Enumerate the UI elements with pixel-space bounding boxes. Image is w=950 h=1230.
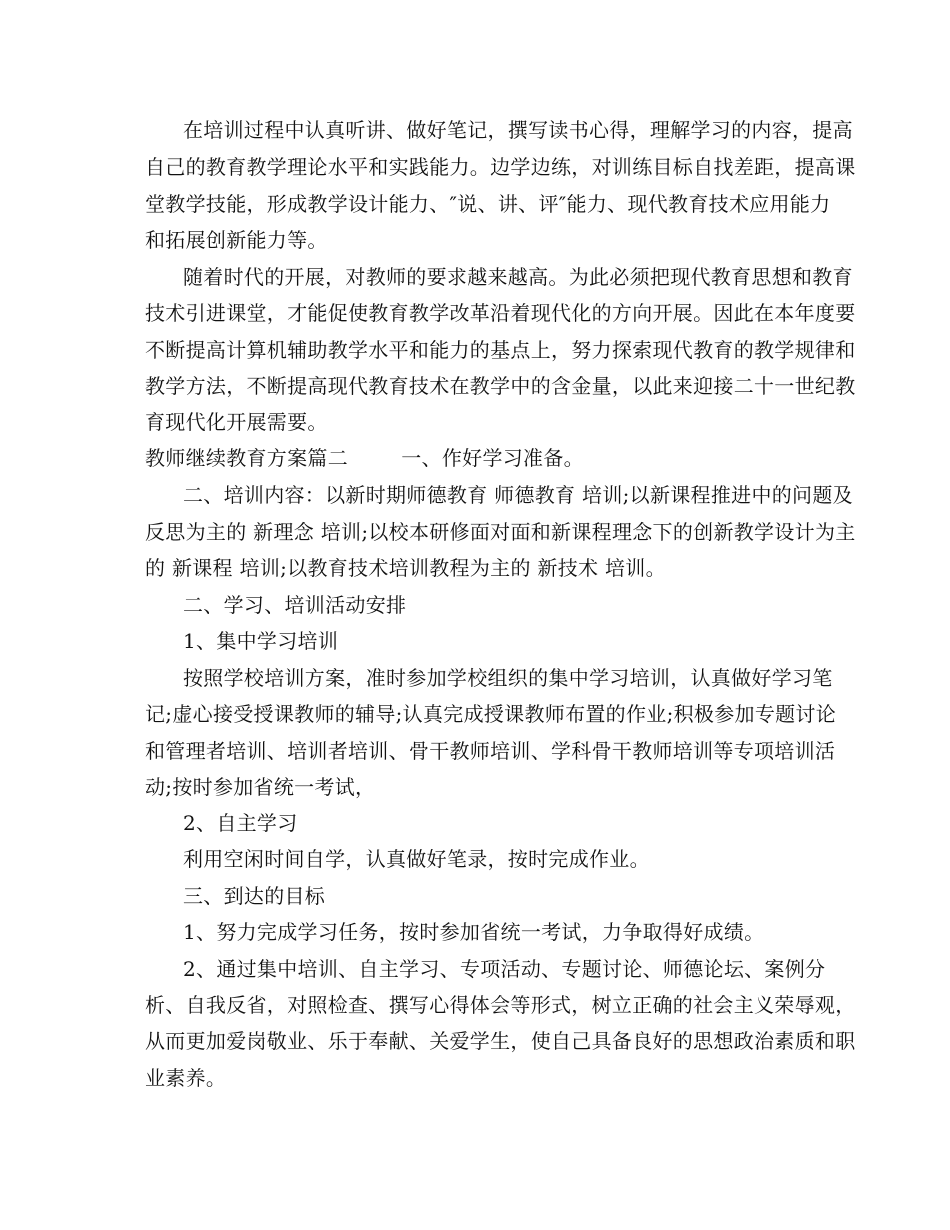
text-line: 1、努力完成学习任务，按时参加省统一考试，力争取得好成绩。 bbox=[183, 920, 765, 944]
text-line: 育现代化开展需要。 bbox=[145, 410, 328, 434]
text-line: 析、自我反省，对照检查、撰写心得体会等形式，树立正确的社会主义荣辱观， bbox=[145, 993, 856, 1017]
text-line: 从而更加爱岗敬业、乐于奉献、关爱学生，使自己具备良好的思想政治素质和职 bbox=[145, 1029, 856, 1053]
text-line: 利用空闲时间自学，认真做好笔录，按时完成作业。 bbox=[183, 847, 650, 871]
text-line: 2、自主学习 bbox=[183, 811, 298, 835]
section-heading: 教师继续教育方案篇二 一、作好学习准备。 bbox=[145, 446, 584, 470]
text-line: 自己的教育教学理论水平和实践能力。边学边练，对训练目标自找差距，提高课 bbox=[145, 155, 856, 179]
text-line: 1、集中学习培训 bbox=[183, 629, 339, 653]
text-line: 按照学校培训方案，准时参加学校组织的集中学习培训，认真做好学习笔 bbox=[183, 666, 833, 690]
text-line: 在培训过程中认真听讲、做好笔记，撰写读书心得，理解学习的内容，提高 bbox=[183, 118, 853, 142]
text-line: 记;虚心接受授课教师的辅导;认真完成授课教师布置的作业;积极参加专题讨论 bbox=[145, 702, 837, 726]
text-line: 技术引进课堂，才能促使教育教学改革沿着现代化的方向开展。因此在本年度要 bbox=[145, 301, 856, 325]
text-line: 和管理者培训、培训者培训、骨干教师培训、学科骨干教师培训等专项培训活 bbox=[145, 739, 836, 763]
text-line: 随着时代的开展，对教师的要求越来越高。为此必须把现代教育思想和教育 bbox=[183, 265, 853, 289]
text-line: 2、通过集中培训、自主学习、专项活动、专题讨论、师德论坛、案例分 bbox=[183, 957, 826, 981]
text-line: 二、学习、培训活动安排 bbox=[183, 593, 407, 617]
text-line: 的 新课程 培训;以教育技术培训教程为主的 新技术 培训。 bbox=[145, 556, 666, 580]
text-line: 反思为主的 新理念 培训;以校本研修面对面和新课程理念下的创新教学设计为主 bbox=[145, 520, 856, 544]
text-line: 三、到达的目标 bbox=[183, 884, 326, 908]
text-line: 堂教学技能，形成教学设计能力、″说、讲、评″能力、现代教育技术应用能力 bbox=[145, 192, 831, 216]
text-line: 和拓展创新能力等。 bbox=[145, 228, 328, 252]
text-line: 二、培训内容：以新时期师德教育 师德教育 培训;以新课程推进中的问题及 bbox=[183, 483, 853, 507]
text-line: 不断提高计算机辅助教学水平和能力的基点上，努力探索现代教育的教学规律和 bbox=[145, 338, 856, 362]
text-line: 业素养。 bbox=[145, 1066, 227, 1090]
text-line: 动;按时参加省统一考试， bbox=[145, 775, 376, 799]
text-line: 教学方法，不断提高现代教育技术在教学中的含金量，以此来迎接二十一世纪教 bbox=[145, 374, 856, 398]
